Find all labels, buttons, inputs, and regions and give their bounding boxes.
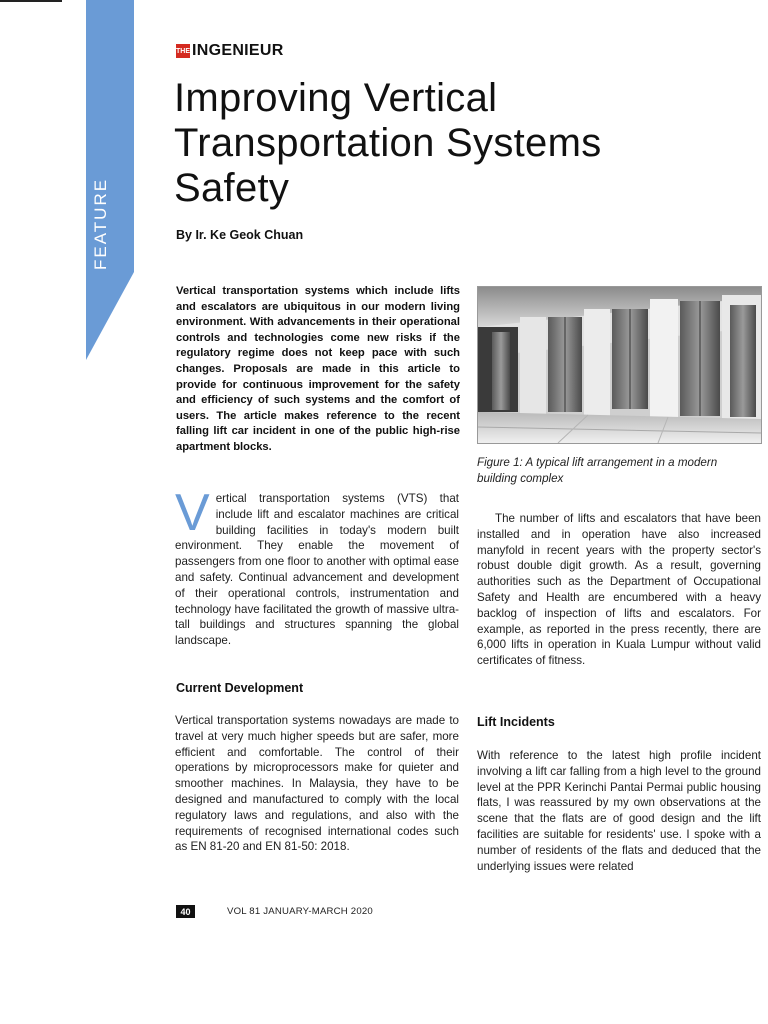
intro-text: ertical transportation systems (VTS) that include lift and escalator machines are critical building facilities in today's modern built environment. They enable the movement of passengers from one floor to another with optimal ease and safety. Continual advancement and development of their operational controls, instrumentation and technology have facilitated the growth of massive ultra-tall buildings and structures spanning the global landscape. <box>175 492 459 648</box>
article-abstract: Vertical transportation systems which include lifts and escalators are ubiquitous in our modern living environment. With advancements in their operational controls and technologies come new risks if the regulatory regime does not keep pace with such changes. Proposals are made in this article to provide for continuous improvement for the safety and efficiency of such systems and the comfort of users. The article makes reference to the recent falling lift car incident in one of the public high-rise apartment blocks. <box>176 285 460 453</box>
title-line-3: Safety <box>174 166 290 210</box>
title-line-1: Improving Vertical <box>174 76 498 120</box>
corner-rule <box>0 0 62 2</box>
section-label: FEATURE <box>91 177 110 270</box>
intro-paragraph <box>175 484 459 649</box>
figure-lift-lobby <box>477 286 762 444</box>
masthead-name: INGENIEUR <box>192 42 284 59</box>
lifts-count-paragraph: The number of lifts and escalators that have been installed and in operation have also increased manyfold in recent years with the property sector's robust double digit growth. As a result, governing authorities such as the Department of Occupational Safety and Health are encumbered with a heavy backlog of inspection of lifts and escalators. For example, as reported in the press recently, there are 6,000 lifts in operation in Kuala Lumpur without valid certificates of fitness. <box>477 512 761 668</box>
page-footer <box>176 905 373 918</box>
heading-current-development: Current Development <box>176 681 304 695</box>
issue-info: VOL 81 JANUARY-MARCH 2020 <box>227 906 373 917</box>
byline: By Ir. Ke Geok Chuan <box>176 228 304 242</box>
page-number: 40 <box>176 905 195 918</box>
masthead-the: THE <box>176 44 190 58</box>
current-development-paragraph: Vertical transportation systems nowadays are made to travel at very much higher speeds but are safer, more efficient and comfortable. The control of their operations by microprocessors make for quieter and smoother machines. In Malaysia, they have to be designed and manufactured to comply with the local regulatory laws and regulations, and also with the requirements of recognised international codes such as EN 81-20 and EN 81-50: 2018. <box>175 714 459 854</box>
drop-cap: V <box>175 484 210 542</box>
lift-lobby-photo <box>478 287 761 443</box>
masthead-logo <box>176 42 284 60</box>
lift-incidents-paragraph: With reference to the latest high profile incident involving a lift car falling from a high level to the ground level at the PPR Kerinchi Pantai Permai public housing flats, I was reassured by my own observations at the scene that the flats are of good design and the lift facilities are suitable for residents' use. I spoke with a number of residents of the flats and deduced that the underlying issues were related <box>477 749 761 873</box>
article-title <box>174 76 734 211</box>
figure-caption: Figure 1: A typical lift arrangement in a modern building complex <box>477 456 718 485</box>
title-line-2: Transportation Systems <box>174 121 602 165</box>
heading-lift-incidents: Lift Incidents <box>477 715 555 729</box>
